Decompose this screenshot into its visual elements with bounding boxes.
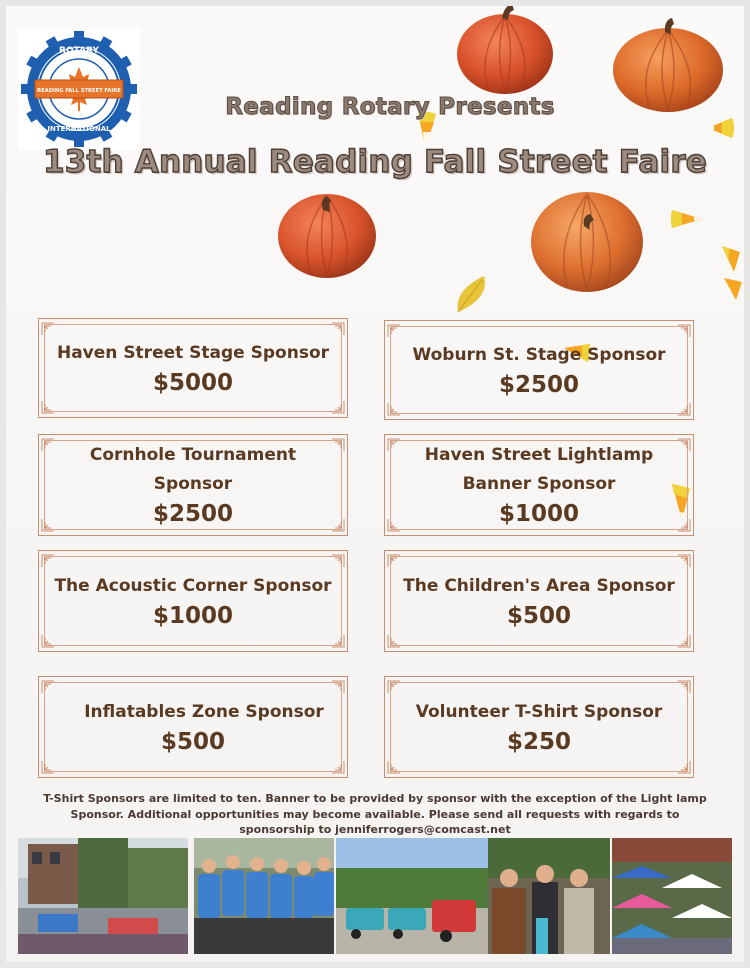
sponsor-name: Haven Street Stage Sponsor — [56, 342, 330, 363]
sponsor-box-tshirt — [384, 676, 694, 778]
sponsor-name: Volunteer T-Shirt Sponsor — [415, 701, 663, 722]
sponsor-box-cornhole — [38, 434, 348, 536]
photo-strip — [18, 838, 732, 954]
corner-ornament-br — [331, 761, 345, 775]
corner-ornament-tl — [41, 321, 55, 335]
corner-ornament-tr — [331, 679, 345, 693]
corner-ornament-tl — [387, 437, 401, 451]
sponsor-name: Inflatables Zone Sponsor — [84, 701, 324, 722]
sponsor-price: $5000 — [152, 369, 234, 396]
photo-train-ride — [336, 838, 488, 954]
corner-ornament-tl — [41, 679, 55, 693]
corner-ornament-tr — [331, 321, 345, 335]
corner-ornament-bl — [387, 635, 401, 649]
corner-ornament-tl — [387, 323, 401, 337]
sponsorship-footnote: T-Shirt Sponsors are limited to ten. Banner to be provided by sponsor with the exception of the Light lamp Sponsor. Additional opportunities may become available. Please send all requests with regards to sponsorship to jenniferrogers@comcast.net — [43, 792, 707, 836]
photo-volunteers — [194, 838, 334, 954]
logo-top-text: ROTARY — [59, 46, 99, 56]
sponsor-price: $250 — [506, 728, 571, 755]
corner-ornament-br — [331, 635, 345, 649]
flyer-page — [6, 6, 744, 962]
corner-ornament-tl — [387, 553, 401, 567]
corner-ornament-tr — [331, 437, 345, 451]
logo-bottom-text: INTERNATIONAL — [47, 125, 111, 133]
sponsor-price: $1000 — [152, 602, 234, 629]
corner-ornament-bl — [41, 635, 55, 649]
corner-ornament-br — [331, 401, 345, 415]
corner-ornament-tl — [41, 437, 55, 451]
corner-ornament-bl — [387, 761, 401, 775]
sponsor-price: $2500 — [498, 371, 580, 398]
corner-ornament-tl — [41, 553, 55, 567]
page-title: 13th Annual Reading Fall Street Faire — [42, 144, 708, 180]
sponsor-price: $2500 — [152, 501, 234, 527]
corner-ornament-br — [677, 403, 691, 417]
sponsor-name: Cornhole Tournament Sponsor — [89, 445, 297, 494]
corner-ornament-bl — [41, 401, 55, 415]
pumpkin-middle-right — [528, 178, 646, 296]
rotary-logo — [18, 28, 140, 150]
sponsor-price: $500 — [160, 728, 225, 755]
corner-ornament-tr — [677, 679, 691, 693]
candy-corn-4 — [718, 242, 744, 302]
pumpkin-middle-left — [276, 184, 378, 280]
sponsor-box-acoustic — [38, 550, 348, 652]
sponsor-box-inflatables — [38, 676, 348, 778]
sponsor-name: Haven Street Lightlamp Banner Sponsor — [424, 445, 654, 494]
corner-ornament-bl — [41, 519, 55, 533]
presents-heading: Reading Rotary Presents — [225, 94, 555, 120]
corner-ornament-tr — [677, 323, 691, 337]
corner-ornament-br — [677, 635, 691, 649]
leaf-decoration — [454, 272, 490, 316]
corner-ornament-tr — [677, 437, 691, 451]
corner-ornament-bl — [387, 519, 401, 533]
photo-pirates — [488, 838, 610, 954]
sponsor-price: $500 — [506, 602, 571, 629]
sponsor-name: The Children's Area Sponsor — [403, 575, 675, 596]
corner-ornament-tr — [331, 553, 345, 567]
corner-ornament-bl — [387, 403, 401, 417]
corner-ornament-br — [331, 519, 345, 533]
sponsor-price: $1000 — [498, 501, 580, 527]
sponsor-name: The Acoustic Corner Sponsor — [54, 575, 332, 596]
sponsor-box-haven-stage — [38, 318, 348, 418]
corner-ornament-tr — [677, 553, 691, 567]
pumpkin-top-center — [454, 6, 556, 98]
corner-ornament-br — [677, 761, 691, 775]
logo-banner-text: READING FALL STREET FAIRE — [37, 88, 121, 94]
sponsor-box-woburn-stage — [384, 320, 694, 420]
corner-ornament-br — [677, 519, 691, 533]
corner-ornament-tl — [387, 679, 401, 693]
sponsor-box-childrens-area — [384, 550, 694, 652]
photo-street-crowd — [18, 838, 188, 954]
sponsor-name: Woburn St. Stage Sponsor — [412, 344, 666, 365]
candy-corn-3 — [670, 206, 704, 232]
corner-ornament-bl — [41, 761, 55, 775]
sponsor-box-lightlamp — [384, 434, 694, 536]
photo-tents — [612, 838, 732, 954]
